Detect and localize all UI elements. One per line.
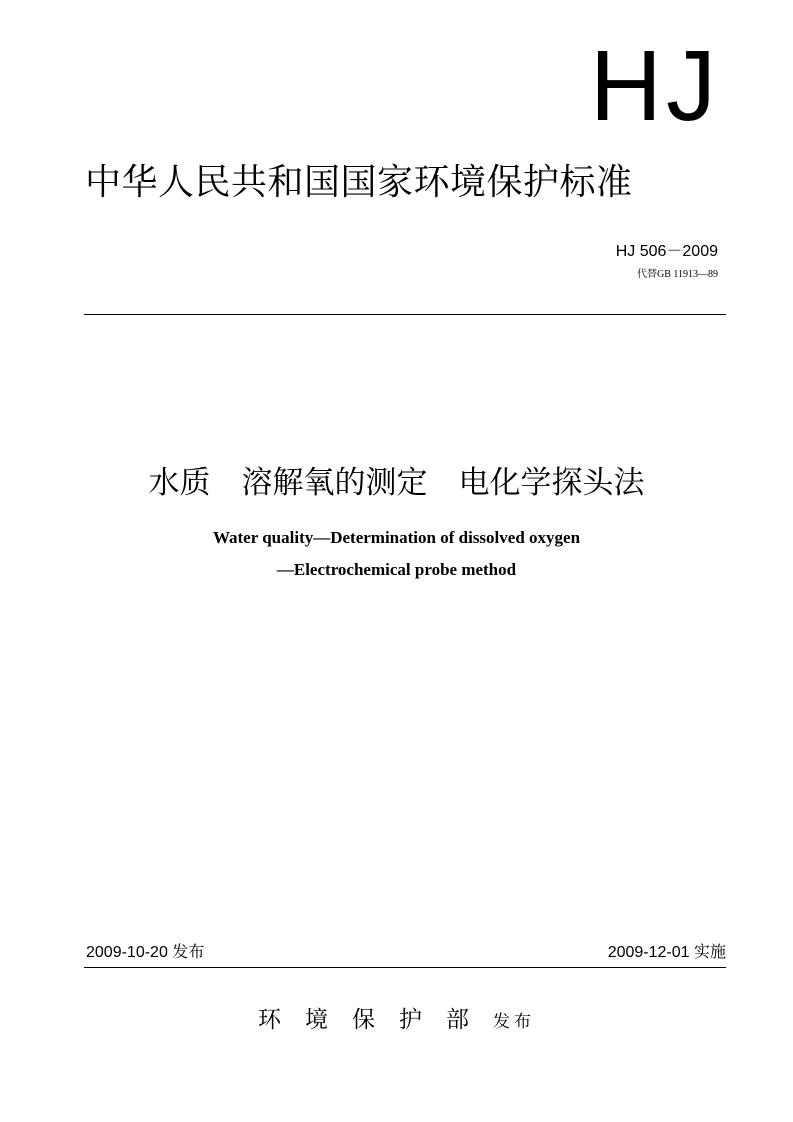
issuer-action: 发布 (493, 1012, 535, 1032)
standard-category-title: 中华人民共和国国家环境保护标准 (85, 162, 633, 203)
hj-logo: HJ (589, 30, 720, 142)
standard-number: HJ 506－2009 (615, 243, 718, 260)
document-title-chinese: 水质 溶解氧的测定 电化学探头法 (148, 465, 645, 501)
implementation-date: 2009-12-01 实施 (607, 944, 726, 961)
issuer (60, 1004, 733, 1038)
issue-date: 2009-10-20 发布 (86, 944, 205, 961)
document-title-english-line2: —Electrochemical probe method (276, 560, 517, 579)
replaces-standard: 代替GB 11913—89 (636, 269, 718, 280)
issuer-name: 环境保护部 (258, 1007, 493, 1033)
document-title-english-line1: Water quality—Determination of dissolved oxygen (212, 528, 581, 547)
footer-divider (84, 967, 726, 968)
header-divider (84, 314, 726, 315)
